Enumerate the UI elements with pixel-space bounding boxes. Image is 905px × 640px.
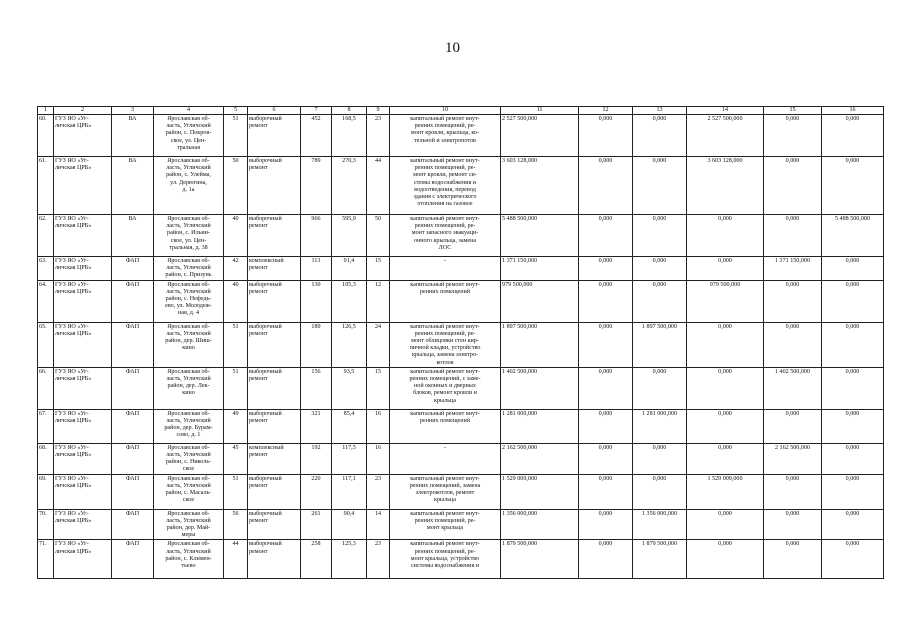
- cell-capacity: 23: [367, 474, 390, 509]
- cell-facility-type: ФАП: [112, 509, 154, 540]
- cell-area-used: 105,3: [332, 280, 367, 322]
- table-row: [38, 540, 884, 579]
- cell-area-total: 192: [301, 443, 332, 474]
- cell-wear-percent: 44: [224, 540, 248, 579]
- cell-wear-percent: 51: [224, 474, 248, 509]
- cell-work-description: капитальный ремонт внут- ренних помещений: [390, 409, 501, 443]
- cell-repair-type: выборочный ремонт: [248, 157, 301, 215]
- cell-capacity: 16: [367, 409, 390, 443]
- cell-cost-year-5: 0,000: [822, 115, 884, 157]
- cell-cost-year-4: 0,000: [764, 409, 822, 443]
- cell-cost-year-4: 0,000: [764, 157, 822, 215]
- cell-row-number: 71.: [38, 540, 54, 579]
- column-number: 9: [367, 107, 390, 115]
- cell-cost-year-2: 1 879 500,000: [633, 540, 687, 579]
- cell-work-description: капитальный ремонт внут- ренних помещений, ре- монт облицовки стен кир- пичной кладки, устройство крыльца, замена электро- котлов: [390, 322, 501, 367]
- cell-row-number: 67.: [38, 409, 54, 443]
- cell-cost-year-4: 0,000: [764, 509, 822, 540]
- cell-total-cost: 1 371 150,000: [501, 257, 579, 281]
- cell-capacity: 12: [367, 280, 390, 322]
- cell-cost-year-3: 2 527 500,000: [687, 115, 764, 157]
- table-row: [38, 157, 884, 215]
- table-row: [38, 409, 884, 443]
- cell-cost-year-5: 0,000: [822, 474, 884, 509]
- cell-cost-year-3: 0,000: [687, 409, 764, 443]
- cell-cost-year-3: 0,000: [687, 540, 764, 579]
- table-row: [38, 115, 884, 157]
- table-row: [38, 474, 884, 509]
- cell-cost-year-1: 0,000: [579, 540, 633, 579]
- cell-cost-year-2: 0,000: [633, 257, 687, 281]
- cell-cost-year-5: 0,000: [822, 409, 884, 443]
- cell-work-description: капитальный ремонт внут- ренних помещений, ре- монт крыльца, устройство системы водоснабжения и: [390, 540, 501, 579]
- cell-institution: ГУЗ ЯО «Уг- личская ЦРБ»: [54, 280, 112, 322]
- cell-capacity: 44: [367, 157, 390, 215]
- cell-cost-year-4: 2 162 500,000: [764, 443, 822, 474]
- cell-cost-year-5: 0,000: [822, 157, 884, 215]
- cell-cost-year-3: 1 529 009,000: [687, 474, 764, 509]
- cell-area-used: 117,5: [332, 443, 367, 474]
- cell-cost-year-3: 0,000: [687, 322, 764, 367]
- cell-cost-year-4: 0,000: [764, 280, 822, 322]
- table-row: [38, 443, 884, 474]
- cell-cost-year-5: 0,000: [822, 443, 884, 474]
- cell-cost-year-4: 0,000: [764, 322, 822, 367]
- cell-total-cost: 1 879 500,000: [501, 540, 579, 579]
- cell-area-total: 321: [301, 409, 332, 443]
- cell-area-total: 220: [301, 474, 332, 509]
- cell-cost-year-5: 0,000: [822, 322, 884, 367]
- cell-cost-year-1: 0,000: [579, 215, 633, 257]
- cell-cost-year-1: 0,000: [579, 115, 633, 157]
- cell-wear-percent: 56: [224, 509, 248, 540]
- cell-total-cost: 2 527 500,000: [501, 115, 579, 157]
- cell-wear-percent: 40: [224, 280, 248, 322]
- column-number: 10: [390, 107, 501, 115]
- cell-cost-year-1: 0,000: [579, 322, 633, 367]
- cell-facility-type: ВА: [112, 157, 154, 215]
- cell-address: Ярославская об- ласть, Угличский район, с. Николь- ское: [154, 443, 224, 474]
- cell-cost-year-1: 0,000: [579, 443, 633, 474]
- cell-total-cost: 2 162 500,000: [501, 443, 579, 474]
- cell-work-description: капитальный ремонт внут- ренних помещений, ре- монт кровли, крыльца, ко- тельной и электропотов: [390, 115, 501, 157]
- cell-area-used: 90,4: [332, 509, 367, 540]
- cell-address: Ярославская об- ласть, Угличский район, с. Призунь: [154, 257, 224, 281]
- cell-capacity: 50: [367, 215, 390, 257]
- table-row: [38, 509, 884, 540]
- cell-work-description: -: [390, 443, 501, 474]
- cell-repair-type: выборочный ремонт: [248, 509, 301, 540]
- cell-total-cost: 3 603 128,000: [501, 157, 579, 215]
- cell-cost-year-3: 0,000: [687, 215, 764, 257]
- cell-institution: ГУЗ ЯО «Уг- личская ЦРБ»: [54, 115, 112, 157]
- cell-cost-year-4: 0,000: [764, 474, 822, 509]
- cell-area-used: 93,5: [332, 367, 367, 409]
- cell-work-description: капитальный ремонт внут- ренних помещений: [390, 280, 501, 322]
- cell-cost-year-1: 0,000: [579, 474, 633, 509]
- cell-cost-year-2: 0,000: [633, 215, 687, 257]
- cell-repair-type: выборочный ремонт: [248, 367, 301, 409]
- cell-cost-year-3: 0,000: [687, 443, 764, 474]
- cell-address: Ярославская об- ласть, Угличский район, дер. Лек- кино: [154, 367, 224, 409]
- cell-address: Ярославская об- ласть, Угличский район, с. Масаль- ское: [154, 474, 224, 509]
- cell-area-total: 130: [301, 280, 332, 322]
- column-number: 11: [501, 107, 579, 115]
- cell-area-used: 168,5: [332, 115, 367, 157]
- cell-area-total: 113: [301, 257, 332, 281]
- cell-capacity: 15: [367, 257, 390, 281]
- cell-cost-year-3: 0,000: [687, 257, 764, 281]
- column-number: 7: [301, 107, 332, 115]
- cell-facility-type: ФАП: [112, 443, 154, 474]
- cell-work-description: -: [390, 257, 501, 281]
- cell-institution: ГУЗ ЯО «Уг- личская ЦРБ»: [54, 409, 112, 443]
- cell-wear-percent: 51: [224, 322, 248, 367]
- cell-address: Ярославская об- ласть, Угличский район, дер. Шиш- кино: [154, 322, 224, 367]
- cell-capacity: 24: [367, 322, 390, 367]
- cell-work-description: капитальный ремонт внут- ренних помещений, с заме- ной оконных и дверных блоков, ремонт кровли и крыльца: [390, 367, 501, 409]
- cell-cost-year-2: 1 281 000,000: [633, 409, 687, 443]
- cell-repair-type: выборочный ремонт: [248, 280, 301, 322]
- cell-address: Ярославская об- ласть, Угличский район, с. Климен- тьево: [154, 540, 224, 579]
- cell-area-used: 270,3: [332, 157, 367, 215]
- cell-cost-year-5: 0,000: [822, 540, 884, 579]
- cell-facility-type: ФАП: [112, 409, 154, 443]
- cell-cost-year-1: 0,000: [579, 157, 633, 215]
- cell-cost-year-4: 0,000: [764, 115, 822, 157]
- table-row: [38, 215, 884, 257]
- cell-cost-year-2: 1 897 500,000: [633, 322, 687, 367]
- cell-total-cost: 1 529 009,000: [501, 474, 579, 509]
- cell-institution: ГУЗ ЯО «Уг- личская ЦРБ»: [54, 257, 112, 281]
- cell-area-total: 966: [301, 215, 332, 257]
- cell-area-total: 258: [301, 540, 332, 579]
- cell-area-total: 189: [301, 322, 332, 367]
- page-number: 10: [445, 40, 460, 56]
- cell-row-number: 64.: [38, 280, 54, 322]
- cell-total-cost: 1 897 500,000: [501, 322, 579, 367]
- cell-cost-year-5: 0,000: [822, 280, 884, 322]
- cell-facility-type: ВА: [112, 115, 154, 157]
- cell-repair-type: выборочный ремонт: [248, 322, 301, 367]
- cell-capacity: 16: [367, 443, 390, 474]
- cell-area-used: 125,3: [332, 540, 367, 579]
- cell-row-number: 63.: [38, 257, 54, 281]
- cell-capacity: 14: [367, 509, 390, 540]
- cell-address: Ярославская об- ласть, Угличский район, с. Покров- ское, ул. Цен- тральная: [154, 115, 224, 157]
- cell-institution: ГУЗ ЯО «Уг- личская ЦРБ»: [54, 367, 112, 409]
- cell-area-total: 156: [301, 367, 332, 409]
- column-number: 3: [112, 107, 154, 115]
- cell-wear-percent: 49: [224, 409, 248, 443]
- cell-wear-percent: 40: [224, 215, 248, 257]
- cell-facility-type: ФАП: [112, 322, 154, 367]
- cell-institution: ГУЗ ЯО «Уг- личская ЦРБ»: [54, 322, 112, 367]
- cell-repair-type: выборочный ремонт: [248, 409, 301, 443]
- cell-cost-year-4: 1 371 150,000: [764, 257, 822, 281]
- cell-cost-year-2: 0,000: [633, 474, 687, 509]
- column-number: 4: [154, 107, 224, 115]
- cell-total-cost: 1 356 000,000: [501, 509, 579, 540]
- cell-wear-percent: 51: [224, 115, 248, 157]
- cell-repair-type: выборочный ремонт: [248, 215, 301, 257]
- cell-cost-year-5: 0,000: [822, 257, 884, 281]
- cell-work-description: капитальный ремонт внут- ренних помещений, замена электрокотлов, ремонт крыльца: [390, 474, 501, 509]
- column-number: 8: [332, 107, 367, 115]
- table-row: [38, 322, 884, 367]
- column-number: 12: [579, 107, 633, 115]
- cell-total-cost: 1 402 500,000: [501, 367, 579, 409]
- cell-cost-year-1: 0,000: [579, 509, 633, 540]
- cell-institution: ГУЗ ЯО «Уг- личская ЦРБ»: [54, 443, 112, 474]
- cell-facility-type: ФАП: [112, 367, 154, 409]
- cell-capacity: 15: [367, 367, 390, 409]
- cell-wear-percent: 42: [224, 257, 248, 281]
- cell-address: Ярославская об- ласть, Угличский район, с. Ильин- ское, ул. Цен- тральная, д. 38: [154, 215, 224, 257]
- cell-address: Ярославская об- ласть, Угличский район, дер. Бурам- сово, д. 1: [154, 409, 224, 443]
- cell-wear-percent: 50: [224, 157, 248, 215]
- cell-cost-year-3: 0,000: [687, 367, 764, 409]
- cell-cost-year-2: 0,000: [633, 443, 687, 474]
- cell-repair-type: комплексный ремонт: [248, 257, 301, 281]
- cell-facility-type: ВА: [112, 215, 154, 257]
- column-number: 1: [38, 107, 54, 115]
- cell-cost-year-3: 0,000: [687, 509, 764, 540]
- cell-institution: ГУЗ ЯО «Уг- личская ЦРБ»: [54, 157, 112, 215]
- cell-cost-year-2: 0,000: [633, 367, 687, 409]
- cell-cost-year-5: 0,000: [822, 367, 884, 409]
- cell-cost-year-4: 1 402 500,000: [764, 367, 822, 409]
- column-number: 5: [224, 107, 248, 115]
- cell-area-used: 595,9: [332, 215, 367, 257]
- cell-cost-year-2: 0,000: [633, 115, 687, 157]
- cell-institution: ГУЗ ЯО «Уг- личская ЦРБ»: [54, 474, 112, 509]
- cell-repair-type: выборочный ремонт: [248, 474, 301, 509]
- cell-facility-type: ФАП: [112, 540, 154, 579]
- cell-cost-year-4: 0,000: [764, 540, 822, 579]
- cell-total-cost: 1 281 000,000: [501, 409, 579, 443]
- cell-wear-percent: 45: [224, 443, 248, 474]
- cell-cost-year-2: 1 356 000,000: [633, 509, 687, 540]
- cell-address: Ярославская об- ласть, Угличский район, с. Нефедь- ево, ул. Молодеж- ная, д. 4: [154, 280, 224, 322]
- cell-cost-year-3: 979 500,000: [687, 280, 764, 322]
- cell-row-number: 70.: [38, 509, 54, 540]
- cell-total-cost: 5 488 500,000: [501, 215, 579, 257]
- cell-institution: ГУЗ ЯО «Уг- личская ЦРБ»: [54, 540, 112, 579]
- cell-address: Ярославская об- ласть, Угличский район, дер. Май- меры: [154, 509, 224, 540]
- cell-facility-type: ФАП: [112, 474, 154, 509]
- cell-capacity: 23: [367, 115, 390, 157]
- facilities-table: [37, 106, 884, 579]
- cell-row-number: 68.: [38, 443, 54, 474]
- cell-cost-year-1: 0,000: [579, 367, 633, 409]
- cell-capacity: 23: [367, 540, 390, 579]
- cell-repair-type: выборочный ремонт: [248, 115, 301, 157]
- cell-area-total: 789: [301, 157, 332, 215]
- cell-cost-year-2: 0,000: [633, 157, 687, 215]
- cell-area-total: 452: [301, 115, 332, 157]
- column-number: 13: [633, 107, 687, 115]
- cell-institution: ГУЗ ЯО «Уг- личская ЦРБ»: [54, 509, 112, 540]
- cell-area-total: 261: [301, 509, 332, 540]
- column-number-row: [38, 107, 884, 115]
- column-number: 16: [822, 107, 884, 115]
- table-row: [38, 280, 884, 322]
- cell-row-number: 62.: [38, 215, 54, 257]
- column-number: 14: [687, 107, 764, 115]
- cell-cost-year-1: 0,000: [579, 409, 633, 443]
- cell-row-number: 66.: [38, 367, 54, 409]
- column-number: 6: [248, 107, 301, 115]
- cell-row-number: 69.: [38, 474, 54, 509]
- cell-cost-year-2: 0,000: [633, 280, 687, 322]
- cell-cost-year-3: 3 603 128,000: [687, 157, 764, 215]
- cell-repair-type: комплексный ремонт: [248, 443, 301, 474]
- cell-cost-year-4: 0,000: [764, 215, 822, 257]
- cell-work-description: капитальный ремонт внут- ренних помещений, ре- монт крыльца: [390, 509, 501, 540]
- cell-cost-year-1: 0,000: [579, 280, 633, 322]
- cell-work-description: капитальный ремонт внут- ренних помещений, ре- монт кровли, ремонт си- стемы водоснабжения и водоотведения, перевод здания с электрического отопления на газовое: [390, 157, 501, 215]
- column-number: 2: [54, 107, 112, 115]
- cell-area-used: 126,5: [332, 322, 367, 367]
- table-row: [38, 367, 884, 409]
- cell-work-description: капитальный ремонт внут- ренних помещений, ре- монт запасного эвакуаци- онного крыльца, замена ЛОС: [390, 215, 501, 257]
- cell-area-used: 85,4: [332, 409, 367, 443]
- cell-area-used: 117,1: [332, 474, 367, 509]
- cell-wear-percent: 51: [224, 367, 248, 409]
- cell-row-number: 65.: [38, 322, 54, 367]
- cell-cost-year-5: 0,000: [822, 509, 884, 540]
- cell-cost-year-1: 0,000: [579, 257, 633, 281]
- cell-facility-type: ФАП: [112, 257, 154, 281]
- cell-row-number: 61.: [38, 157, 54, 215]
- cell-area-used: 91,4: [332, 257, 367, 281]
- cell-repair-type: выборочный ремонт: [248, 540, 301, 579]
- cell-row-number: 60.: [38, 115, 54, 157]
- cell-total-cost: 979 500,000: [501, 280, 579, 322]
- column-number: 15: [764, 107, 822, 115]
- table-row: [38, 257, 884, 281]
- cell-institution: ГУЗ ЯО «Уг- личская ЦРБ»: [54, 215, 112, 257]
- cell-address: Ярославская об- ласть, Угличский район, с. Улейма, ул. Дерюгина, д. 1а: [154, 157, 224, 215]
- cell-facility-type: ФАП: [112, 280, 154, 322]
- cell-cost-year-5: 5 488 500,000: [822, 215, 884, 257]
